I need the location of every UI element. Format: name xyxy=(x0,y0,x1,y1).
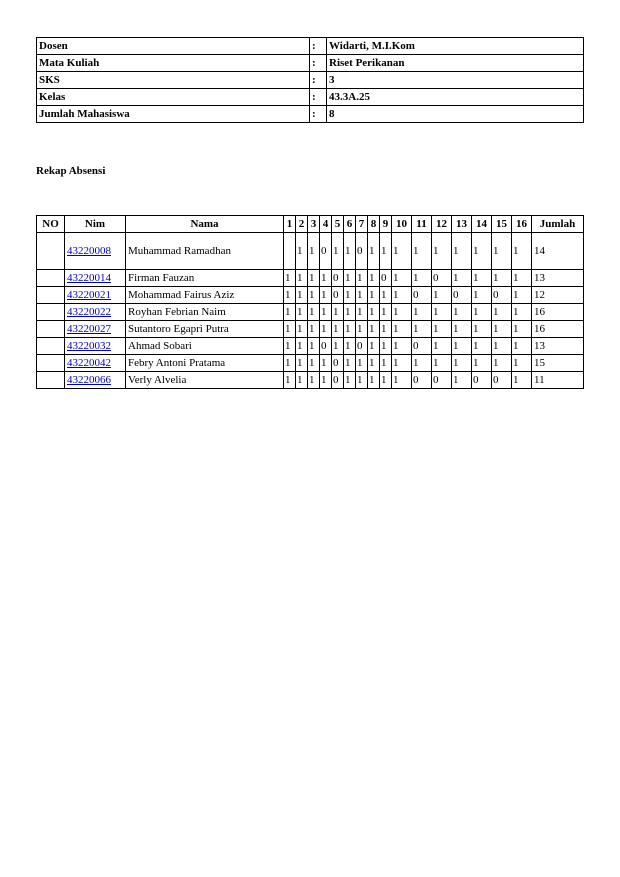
attendance-total: 15 xyxy=(532,355,584,372)
attendance-cell: 1 xyxy=(296,304,308,321)
attendance-cell: 1 xyxy=(296,321,308,338)
attendance-cell: 1 xyxy=(332,304,344,321)
attendance-table xyxy=(36,215,584,389)
nim-link[interactable]: 43220027 xyxy=(67,323,111,335)
info-row xyxy=(37,38,584,55)
attendance-cell: 0 xyxy=(320,233,332,270)
section-title: Rekap Absensi xyxy=(36,165,106,177)
attendance-cell: 1 xyxy=(356,372,368,389)
attendance-cell: 1 xyxy=(392,304,412,321)
row-number xyxy=(37,321,65,338)
attendance-cell: 0 xyxy=(356,338,368,355)
column-header: 8 xyxy=(368,216,380,233)
course-info-table xyxy=(36,37,584,123)
attendance-cell: 1 xyxy=(492,304,512,321)
nim-cell xyxy=(65,287,126,304)
attendance-cell: 1 xyxy=(320,372,332,389)
attendance-cell: 1 xyxy=(432,338,452,355)
attendance-cell: 1 xyxy=(356,270,368,287)
attendance-cell: 0 xyxy=(452,287,472,304)
student-name: Firman Fauzan xyxy=(126,270,284,287)
attendance-cell: 1 xyxy=(392,270,412,287)
attendance-cell: 1 xyxy=(472,338,492,355)
attendance-cell: 1 xyxy=(512,372,532,389)
table-row xyxy=(37,304,584,321)
attendance-cell: 1 xyxy=(432,355,452,372)
attendance-cell: 1 xyxy=(344,372,356,389)
nim-cell xyxy=(65,338,126,355)
attendance-cell: 1 xyxy=(368,287,380,304)
attendance-cell: 1 xyxy=(512,355,532,372)
attendance-cell xyxy=(284,233,296,270)
column-header: 2 xyxy=(296,216,308,233)
attendance-cell: 1 xyxy=(284,372,296,389)
column-header: 10 xyxy=(392,216,412,233)
info-value: Riset Perikanan xyxy=(327,55,584,72)
attendance-cell: 1 xyxy=(320,304,332,321)
column-header: 12 xyxy=(432,216,452,233)
column-header: Nama xyxy=(126,216,284,233)
info-label: SKS xyxy=(37,72,310,89)
attendance-cell: 1 xyxy=(344,233,356,270)
nim-cell xyxy=(65,355,126,372)
attendance-total: 12 xyxy=(532,287,584,304)
row-number xyxy=(37,270,65,287)
attendance-cell: 1 xyxy=(492,233,512,270)
attendance-cell: 1 xyxy=(368,233,380,270)
student-name: Royhan Febrian Naim xyxy=(126,304,284,321)
attendance-total: 16 xyxy=(532,321,584,338)
nim-cell xyxy=(65,321,126,338)
row-number xyxy=(37,372,65,389)
table-row xyxy=(37,321,584,338)
attendance-cell: 1 xyxy=(296,355,308,372)
attendance-cell: 1 xyxy=(320,270,332,287)
table-row xyxy=(37,270,584,287)
info-row xyxy=(37,55,584,72)
row-number xyxy=(37,355,65,372)
attendance-cell: 1 xyxy=(332,233,344,270)
attendance-cell: 1 xyxy=(492,270,512,287)
column-header: 5 xyxy=(332,216,344,233)
column-header: 1 xyxy=(284,216,296,233)
student-name: Ahmad Sobari xyxy=(126,338,284,355)
attendance-cell: 0 xyxy=(412,338,432,355)
nim-cell xyxy=(65,270,126,287)
attendance-cell: 1 xyxy=(512,338,532,355)
attendance-cell: 1 xyxy=(392,233,412,270)
student-name: Mohammad Fairus Aziz xyxy=(126,287,284,304)
attendance-cell: 1 xyxy=(432,287,452,304)
info-separator: : xyxy=(310,89,327,106)
column-header: 7 xyxy=(356,216,368,233)
student-name: Febry Antoni Pratama xyxy=(126,355,284,372)
column-header: 3 xyxy=(308,216,320,233)
table-row xyxy=(37,233,584,270)
attendance-cell: 1 xyxy=(452,355,472,372)
attendance-cell: 1 xyxy=(356,355,368,372)
row-number xyxy=(37,338,65,355)
attendance-cell: 1 xyxy=(284,270,296,287)
info-label: Mata Kuliah xyxy=(37,55,310,72)
attendance-cell: 1 xyxy=(392,338,412,355)
attendance-cell: 1 xyxy=(356,287,368,304)
row-number xyxy=(37,304,65,321)
attendance-cell: 1 xyxy=(368,355,380,372)
attendance-cell: 1 xyxy=(344,270,356,287)
info-separator: : xyxy=(310,55,327,72)
nim-link[interactable]: 43220021 xyxy=(67,289,111,301)
info-value: 43.3A.25 xyxy=(327,89,584,106)
attendance-cell: 1 xyxy=(296,270,308,287)
attendance-cell: 1 xyxy=(284,355,296,372)
attendance-cell: 1 xyxy=(368,338,380,355)
attendance-cell: 1 xyxy=(284,321,296,338)
attendance-cell: 1 xyxy=(452,304,472,321)
nim-link[interactable]: 43220032 xyxy=(67,340,111,352)
column-header: 14 xyxy=(472,216,492,233)
nim-link[interactable]: 43220008 xyxy=(67,245,111,257)
nim-cell xyxy=(65,233,126,270)
attendance-cell: 1 xyxy=(412,270,432,287)
attendance-cell: 0 xyxy=(432,270,452,287)
nim-link[interactable]: 43220014 xyxy=(67,272,111,284)
attendance-cell: 1 xyxy=(308,233,320,270)
info-value: Widarti, M.I.Kom xyxy=(327,38,584,55)
attendance-cell: 1 xyxy=(308,372,320,389)
column-header: 4 xyxy=(320,216,332,233)
student-name: Muhammad Ramadhan xyxy=(126,233,284,270)
attendance-cell: 1 xyxy=(296,287,308,304)
attendance-cell: 1 xyxy=(368,270,380,287)
attendance-cell: 1 xyxy=(368,321,380,338)
attendance-cell: 1 xyxy=(472,287,492,304)
attendance-cell: 1 xyxy=(320,321,332,338)
attendance-cell: 0 xyxy=(412,287,432,304)
attendance-cell: 1 xyxy=(296,338,308,355)
attendance-cell: 1 xyxy=(320,287,332,304)
attendance-cell: 1 xyxy=(284,304,296,321)
attendance-cell: 0 xyxy=(432,372,452,389)
attendance-cell: 1 xyxy=(412,304,432,321)
attendance-cell: 1 xyxy=(472,321,492,338)
attendance-cell: 1 xyxy=(392,287,412,304)
attendance-cell: 1 xyxy=(512,233,532,270)
info-label: Dosen xyxy=(37,38,310,55)
attendance-cell: 1 xyxy=(308,304,320,321)
column-header: 11 xyxy=(412,216,432,233)
table-row xyxy=(37,355,584,372)
course-info-body xyxy=(37,38,584,123)
attendance-cell: 1 xyxy=(452,233,472,270)
student-name: Sutantoro Egapri Putra xyxy=(126,321,284,338)
attendance-cell: 0 xyxy=(472,372,492,389)
attendance-body xyxy=(37,233,584,389)
attendance-cell: 1 xyxy=(432,304,452,321)
info-label: Jumlah Mahasiswa xyxy=(37,106,310,123)
attendance-cell: 1 xyxy=(392,355,412,372)
attendance-cell: 1 xyxy=(452,338,472,355)
column-header: Jumlah xyxy=(532,216,584,233)
nim-link[interactable]: 43220066 xyxy=(67,374,111,386)
attendance-cell: 1 xyxy=(344,304,356,321)
attendance-cell: 1 xyxy=(344,321,356,338)
attendance-cell: 1 xyxy=(472,233,492,270)
attendance-cell: 0 xyxy=(380,270,392,287)
attendance-cell: 1 xyxy=(368,304,380,321)
attendance-total: 14 xyxy=(532,233,584,270)
column-header: 6 xyxy=(344,216,356,233)
attendance-cell: 1 xyxy=(308,355,320,372)
column-header: 15 xyxy=(492,216,512,233)
attendance-cell: 1 xyxy=(284,338,296,355)
attendance-cell: 1 xyxy=(392,321,412,338)
info-separator: : xyxy=(310,38,327,55)
attendance-cell: 0 xyxy=(412,372,432,389)
info-row xyxy=(37,72,584,89)
row-number xyxy=(37,287,65,304)
info-label: Kelas xyxy=(37,89,310,106)
attendance-cell: 1 xyxy=(344,338,356,355)
column-header: 9 xyxy=(380,216,392,233)
column-header: 16 xyxy=(512,216,532,233)
nim-cell xyxy=(65,372,126,389)
attendance-cell: 1 xyxy=(452,270,472,287)
student-name: Verly Alvelia xyxy=(126,372,284,389)
attendance-cell: 1 xyxy=(380,321,392,338)
attendance-cell: 0 xyxy=(332,287,344,304)
attendance-cell: 1 xyxy=(512,304,532,321)
attendance-cell: 1 xyxy=(412,355,432,372)
attendance-cell: 1 xyxy=(452,321,472,338)
attendance-cell: 1 xyxy=(284,287,296,304)
attendance-cell: 1 xyxy=(472,355,492,372)
attendance-cell: 1 xyxy=(380,338,392,355)
info-value: 8 xyxy=(327,106,584,123)
info-row xyxy=(37,106,584,123)
attendance-cell: 1 xyxy=(308,321,320,338)
nim-link[interactable]: 43220042 xyxy=(67,357,111,369)
info-row xyxy=(37,89,584,106)
attendance-cell: 1 xyxy=(432,233,452,270)
attendance-cell: 1 xyxy=(380,233,392,270)
attendance-cell: 1 xyxy=(296,233,308,270)
attendance-cell: 0 xyxy=(332,355,344,372)
attendance-cell: 1 xyxy=(380,287,392,304)
attendance-cell: 0 xyxy=(356,233,368,270)
column-header: 13 xyxy=(452,216,472,233)
info-separator: : xyxy=(310,106,327,123)
attendance-cell: 1 xyxy=(368,372,380,389)
attendance-header-row xyxy=(37,216,584,233)
attendance-cell: 1 xyxy=(308,270,320,287)
attendance-cell: 0 xyxy=(332,270,344,287)
attendance-cell: 1 xyxy=(380,355,392,372)
info-value: 3 xyxy=(327,72,584,89)
attendance-cell: 1 xyxy=(308,287,320,304)
attendance-cell: 1 xyxy=(512,270,532,287)
attendance-cell: 1 xyxy=(492,355,512,372)
attendance-cell: 1 xyxy=(432,321,452,338)
attendance-cell: 1 xyxy=(472,270,492,287)
attendance-total: 13 xyxy=(532,338,584,355)
attendance-cell: 1 xyxy=(412,233,432,270)
attendance-total: 11 xyxy=(532,372,584,389)
attendance-cell: 1 xyxy=(512,321,532,338)
attendance-cell: 0 xyxy=(332,372,344,389)
info-separator: : xyxy=(310,72,327,89)
attendance-cell: 1 xyxy=(512,287,532,304)
attendance-cell: 1 xyxy=(344,287,356,304)
attendance-cell: 1 xyxy=(472,304,492,321)
table-row xyxy=(37,338,584,355)
attendance-cell: 0 xyxy=(492,372,512,389)
attendance-cell: 1 xyxy=(380,304,392,321)
attendance-cell: 1 xyxy=(356,304,368,321)
attendance-total: 16 xyxy=(532,304,584,321)
column-header: Nim xyxy=(65,216,126,233)
column-header: NO xyxy=(37,216,65,233)
attendance-cell: 1 xyxy=(320,355,332,372)
attendance-cell: 1 xyxy=(492,338,512,355)
attendance-cell: 1 xyxy=(332,338,344,355)
attendance-cell: 1 xyxy=(492,321,512,338)
row-number xyxy=(37,233,65,270)
attendance-cell: 1 xyxy=(356,321,368,338)
nim-cell xyxy=(65,304,126,321)
attendance-cell: 1 xyxy=(380,372,392,389)
attendance-cell: 1 xyxy=(412,321,432,338)
attendance-total: 13 xyxy=(532,270,584,287)
attendance-cell: 0 xyxy=(492,287,512,304)
attendance-cell: 1 xyxy=(344,355,356,372)
table-row xyxy=(37,287,584,304)
attendance-cell: 1 xyxy=(332,321,344,338)
nim-link[interactable]: 43220022 xyxy=(67,306,111,318)
attendance-cell: 1 xyxy=(392,372,412,389)
table-row xyxy=(37,372,584,389)
attendance-cell: 1 xyxy=(452,372,472,389)
attendance-cell: 0 xyxy=(320,338,332,355)
attendance-cell: 1 xyxy=(296,372,308,389)
attendance-cell: 1 xyxy=(308,338,320,355)
